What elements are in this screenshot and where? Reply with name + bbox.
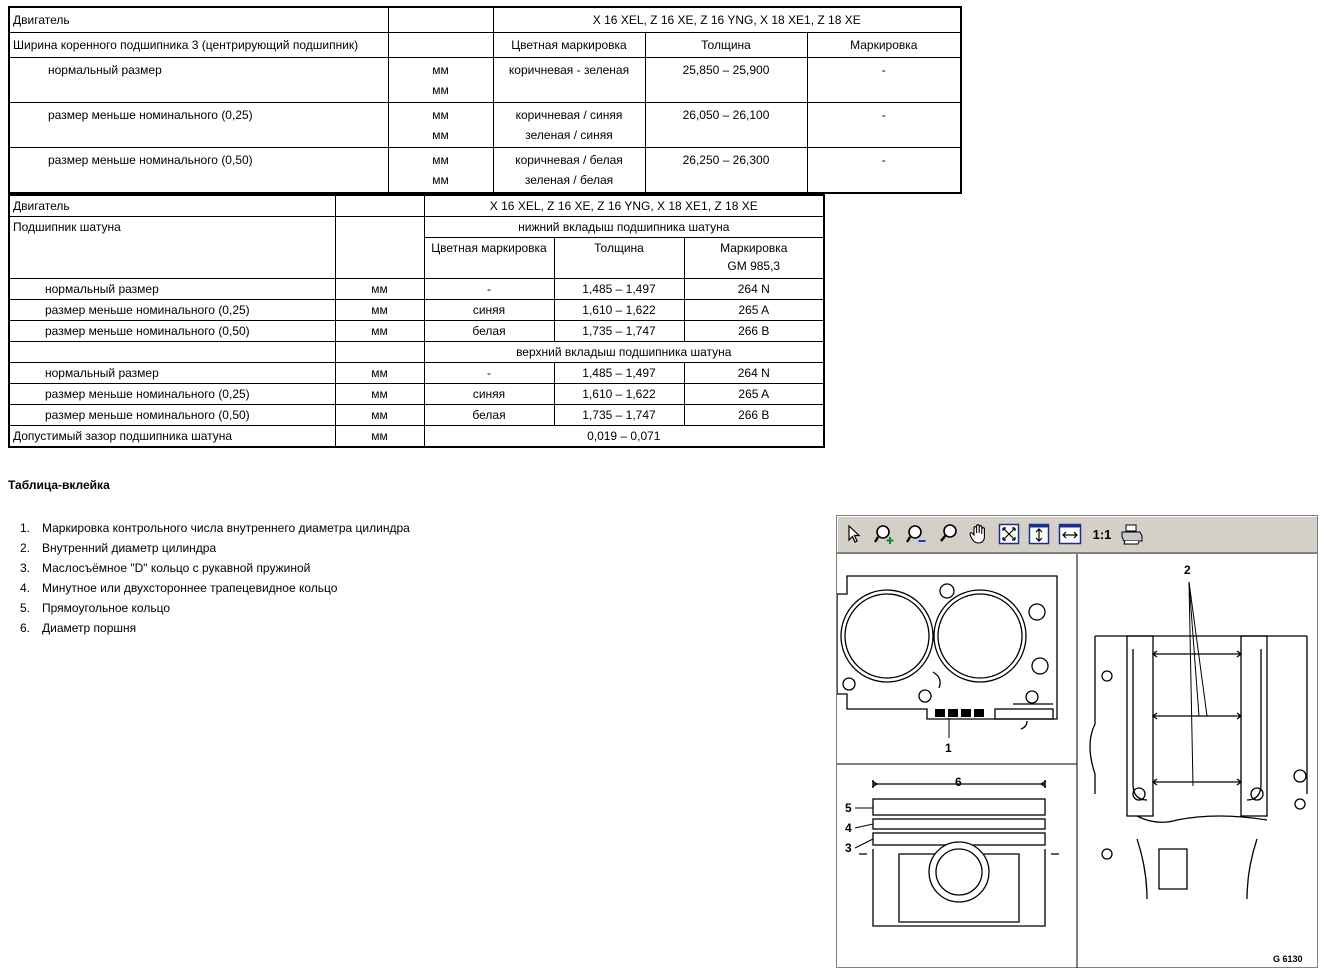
list-item: 6. Диаметр поршня	[20, 621, 137, 635]
lower-shell-header: нижний вкладыш подшипника шатуна	[424, 217, 824, 238]
table-row	[9, 279, 824, 300]
thickness-cell: 1,485 – 1,497	[554, 279, 684, 300]
unit-cell: мм	[335, 321, 424, 342]
row-label: размер меньше номинального (0,25)	[9, 103, 388, 148]
engine-list: X 16 XEL, Z 16 XE, Z 16 YNG, X 18 XE1, Z 18 XE	[493, 7, 961, 33]
fit-height-icon[interactable]	[1026, 522, 1052, 546]
unit-cell: мм	[335, 300, 424, 321]
actual-size-icon[interactable]: 1:1	[1092, 526, 1112, 542]
zoom-out-icon[interactable]	[905, 522, 931, 546]
marking-cell: -	[807, 58, 961, 103]
color-cell: коричневая - зеленая	[493, 58, 645, 103]
color-cell: коричневая / белая зеленая / белая	[493, 148, 645, 194]
table-row	[9, 217, 824, 238]
row-label: размер меньше номинального (0,50)	[9, 148, 388, 194]
unit-cell: мм	[335, 384, 424, 405]
pan-hand-icon[interactable]	[966, 522, 992, 546]
thickness-cell: 1,485 – 1,497	[554, 363, 684, 384]
marking-cell: 264 N	[684, 363, 824, 384]
unit-cell: мм	[335, 363, 424, 384]
zoom-in-icon[interactable]	[873, 522, 899, 546]
marking-cell: 266 B	[684, 405, 824, 426]
table-row	[9, 58, 961, 103]
figure-code: G 6130	[1273, 954, 1303, 964]
unit-cell: мм мм	[388, 103, 493, 148]
col-header-color: Цветная маркировка	[424, 238, 554, 279]
select-arrow-icon[interactable]	[841, 522, 867, 546]
row-label: размер меньше номинального (0,25)	[9, 300, 335, 321]
color-cell: коричневая / синяя зеленая / синяя	[493, 103, 645, 148]
list-item: 1. Маркировка контрольного числа внутреннего диаметра цилиндра	[20, 521, 410, 535]
table-row	[9, 363, 824, 384]
thickness-cell: 26,250 – 26,300	[645, 148, 807, 194]
upper-shell-header: верхний вкладыш подшипника шатуна	[424, 342, 824, 363]
table-row	[9, 103, 961, 148]
piston-drawing	[859, 780, 1059, 926]
table-row	[9, 405, 824, 426]
table-row	[9, 7, 961, 33]
callout-3: 3	[845, 841, 852, 855]
marking-cell: -	[807, 148, 961, 194]
main-bearing-width-table	[8, 6, 962, 194]
zoom-icon[interactable]	[936, 522, 962, 546]
unit-cell: мм мм	[388, 148, 493, 194]
thickness-cell: 26,050 – 26,100	[645, 103, 807, 148]
marking-cell: -	[807, 103, 961, 148]
unit-cell: мм	[335, 279, 424, 300]
inset-caption: Таблица-вклейка	[8, 478, 110, 492]
thickness-cell: 1,610 – 1,622	[554, 384, 684, 405]
conrod-bearing-table	[8, 194, 825, 448]
unit-cell: мм	[335, 426, 424, 448]
color-cell: синяя	[424, 300, 554, 321]
list-item: 2. Внутренний диаметр цилиндра	[20, 541, 217, 555]
thickness-cell: 25,850 – 25,900	[645, 58, 807, 103]
clearance-label: Допустимый зазор подшипника шатуна	[9, 426, 335, 448]
figure-legend	[20, 518, 410, 638]
col-header-thickness: Толщина	[645, 33, 807, 58]
param-label: Подшипник шатуна	[9, 217, 335, 279]
param-label: Ширина коренного подшипника 3 (центрирующий подшипник)	[9, 33, 388, 58]
fit-width-icon[interactable]	[1057, 522, 1083, 546]
gasket-drawing	[837, 576, 1057, 729]
marking-cell: 266 B	[684, 321, 824, 342]
color-cell: -	[424, 363, 554, 384]
row-label: нормальный размер	[9, 363, 335, 384]
color-cell: белая	[424, 405, 554, 426]
marking-cell: 264 N	[684, 279, 824, 300]
callout-2: 2	[1184, 563, 1191, 577]
table-row	[9, 321, 824, 342]
table-row	[9, 384, 824, 405]
technical-drawing	[837, 554, 1317, 968]
row-label: размер меньше номинального (0,25)	[9, 384, 335, 405]
row-label: нормальный размер	[9, 279, 335, 300]
fit-page-icon[interactable]	[996, 522, 1022, 546]
callout-5: 5	[845, 801, 852, 815]
engine-label: Двигатель	[9, 7, 388, 33]
col-header-color: Цветная маркировка	[493, 33, 645, 58]
thickness-cell: 1,735 – 1,747	[554, 321, 684, 342]
row-label: нормальный размер	[9, 58, 388, 103]
callout-4: 4	[845, 821, 852, 835]
table-row	[9, 300, 824, 321]
col-header-marking: Маркировка	[807, 33, 961, 58]
image-viewer	[836, 515, 1318, 968]
callout-1: 1	[945, 741, 952, 755]
marking-cell: 265 A	[684, 384, 824, 405]
table-row	[9, 148, 961, 194]
row-label: размер меньше номинального (0,50)	[9, 405, 335, 426]
table-row	[9, 195, 824, 217]
color-cell: белая	[424, 321, 554, 342]
viewer-toolbar	[837, 516, 1317, 554]
col-header-marking: Маркировка GM 985,3	[684, 238, 824, 279]
engine-label: Двигатель	[9, 195, 335, 217]
color-cell: -	[424, 279, 554, 300]
color-cell: синяя	[424, 384, 554, 405]
callout-6: 6	[955, 775, 962, 789]
thickness-cell: 1,735 – 1,747	[554, 405, 684, 426]
unit-cell: мм мм	[388, 58, 493, 103]
table-row	[9, 342, 824, 363]
print-icon[interactable]	[1119, 522, 1145, 546]
table-row	[9, 33, 961, 58]
clearance-value: 0,019 – 0,071	[424, 426, 824, 448]
thickness-cell: 1,610 – 1,622	[554, 300, 684, 321]
marking-cell: 265 A	[684, 300, 824, 321]
list-item: 3. Маслосъёмное "D" кольцо с рукавной пружиной	[20, 561, 311, 575]
list-item: 5. Прямоугольное кольцо	[20, 601, 170, 615]
col-header-thickness: Толщина	[554, 238, 684, 279]
row-label: размер меньше номинального (0,50)	[9, 321, 335, 342]
list-item: 4. Минутное или двухстороннее трапецевидное кольцо	[20, 581, 338, 595]
unit-cell: мм	[335, 405, 424, 426]
table-row	[9, 426, 824, 448]
cylinder-section-drawing	[1090, 636, 1307, 899]
engine-list: X 16 XEL, Z 16 XE, Z 16 YNG, X 18 XE1, Z 18 XE	[424, 195, 824, 217]
